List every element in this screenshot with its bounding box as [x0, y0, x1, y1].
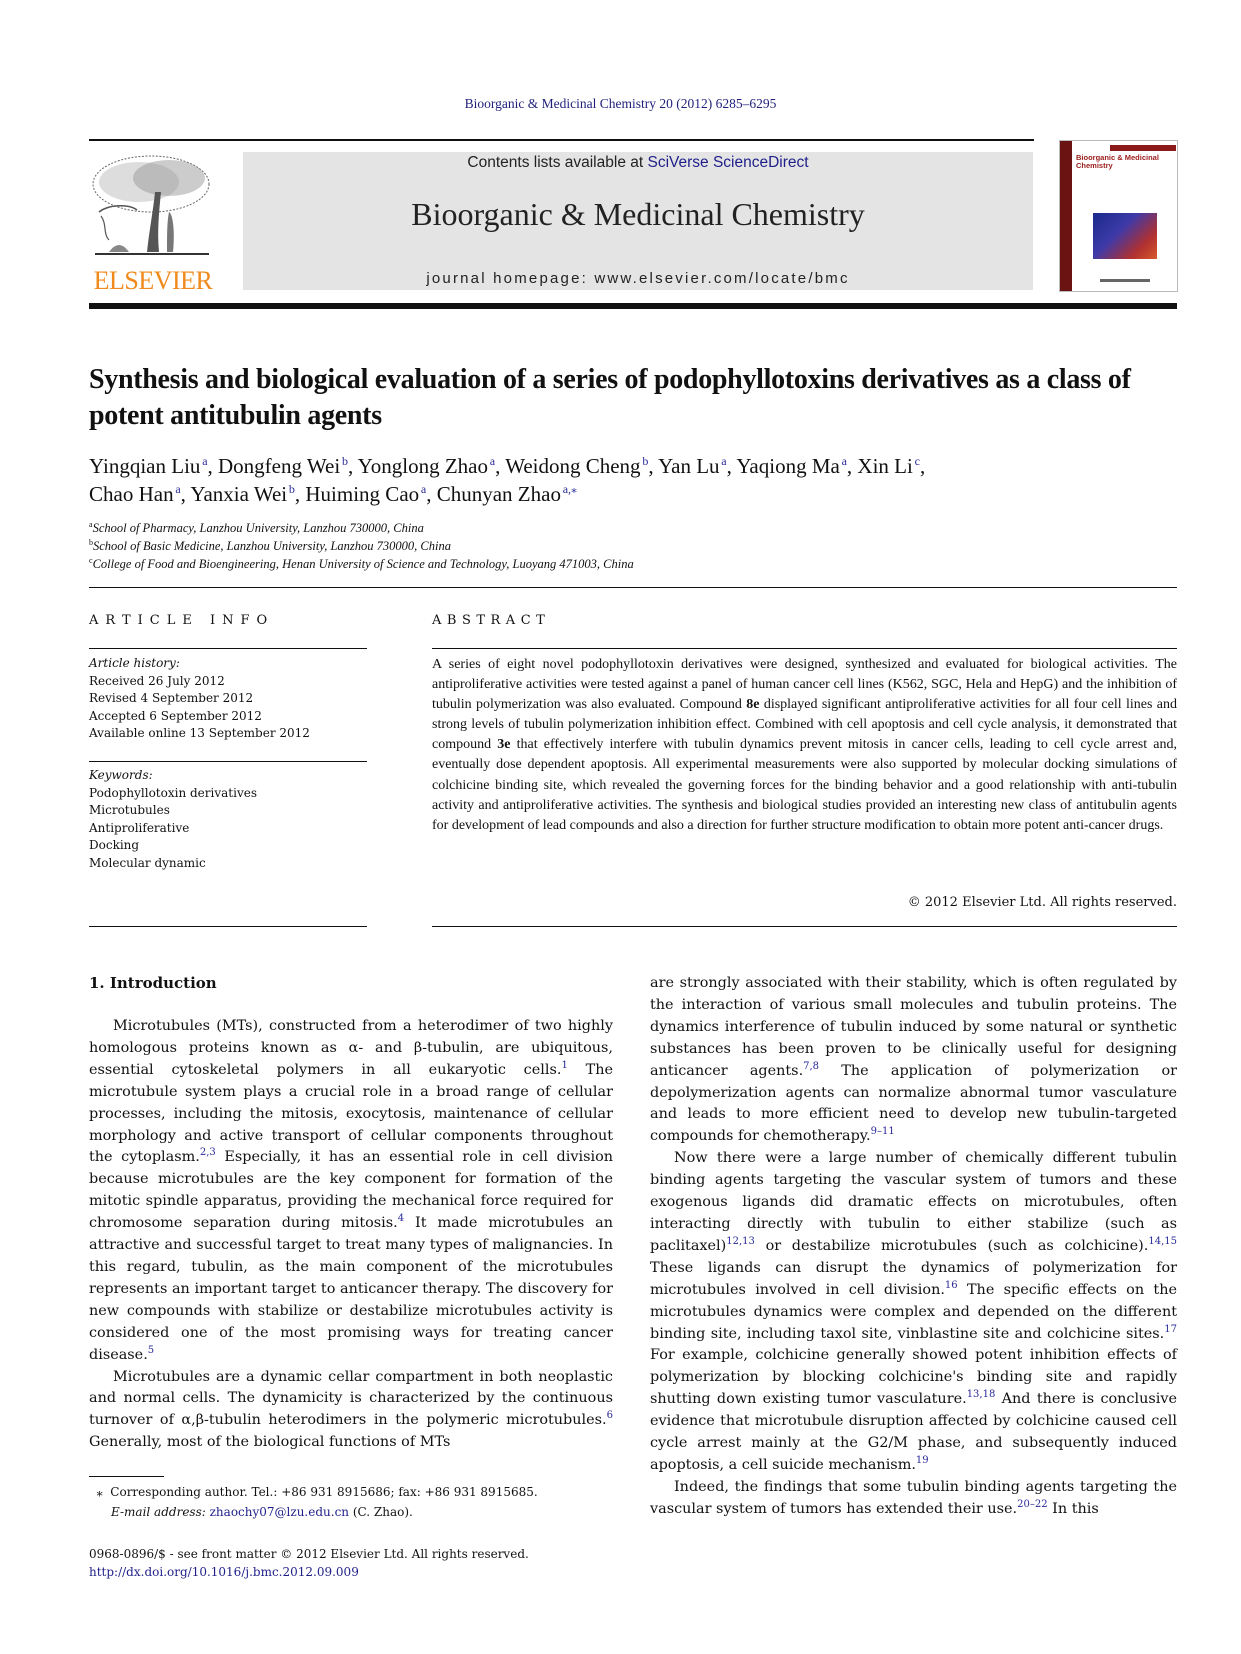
citation-link[interactable]: 6 [606, 1410, 613, 1422]
citation-link[interactable]: 14,15 [1148, 1236, 1177, 1248]
citation-link[interactable]: 5 [147, 1344, 155, 1356]
citation-link[interactable]: 2,3 [199, 1147, 216, 1159]
affiliation-mark[interactable]: a [489, 454, 496, 468]
affiliation-mark[interactable]: a [721, 454, 727, 468]
author-list: Yingqian Liu $^a$, Dongfeng Wei $^b$, Yonglong Zhao $^a$, Weidong Cheng $^b$, Yan Lu $^a$, Yaqiong Ma $^a$, Xin Li $^c$, Chao Han $^a$, Yanxia Wei $^b$, Huiming Cao $^a$, Chunyan Zhao $^{a,⁎}$ [89, 454, 926, 506]
keyword: Molecular dynamic [89, 855, 206, 870]
affiliation-mark[interactable]: a [841, 454, 847, 468]
elsevier-wordmark: ELSEVIER [93, 266, 213, 295]
cover-spine [1060, 141, 1072, 291]
paragraph: Microtubules are a dynamic cellar compartment in both neoplastic and normal cells. The dynamicity is characterized by the continuous turnover of α,β-tubulin heterodimers in the polymeric microtubules.$^6$ Generally, most of the biological functions of MTs [89, 1368, 613, 1451]
author: Yanxia Wei [190, 482, 288, 506]
keyword: Antiproliferative [89, 820, 190, 835]
history-item: Accepted 6 September 2012 [89, 708, 262, 723]
author: Chao Han [89, 482, 174, 506]
affiliation-mark[interactable]: c [914, 454, 920, 468]
journal-homepage-link[interactable]: journal homepage: www.elsevier.com/locate/bmc [426, 270, 850, 287]
corresponding-author-footnote: ⁎ Corresponding author. Tel.: +86 931 8915686; fax: +86 931 8915685. E-mail address: zhaochy07@lzu.edu.cn (C. Zhao). [96, 1485, 538, 1519]
compound-ref: 8e [746, 697, 760, 713]
abstract-body: A series of eight novel podophyllotoxin derivatives were designed, synthesized and evaluated for biological activities. The antiproliferative activities were tested against a panel of human cancer cell lines (K562, SGC, Hela and HepG) and the inhibition of tubulin polymerization was also evaluated. Compound 8e displayed significant antiproliferative activities for all four cell lines and strong levels of tubulin polymerization inhibition effect. Combined with cell apoptosis and cell cycle analysis, it demonstrated that compound 3e that effectively interfere with tubulin dynamics prevent mitosis in cancer cells, leading to cell cycle arrest and, eventually dose dependent apoptosis. All experimental measurements were also supported by molecular docking simulations of colchicine binding site, which revealed the governing forces for the binding behavior and a good relationship with anti-tubulin activity and antiproliferative activities. The synthesis and biological studies provided an interesting new class of antitubulin agents for development of lead compounds and also a direction for further structure modification to obtain more potent anti-cancer drugs. [432, 657, 1177, 833]
author: Chunyan Zhao [436, 482, 561, 506]
journal-title: Bioorganic & Medicinal Chemistry [411, 196, 865, 232]
affiliation: $^c$College of Food and Bioengineering, Henan University of Science and Technology, Luoyang 471003, China [89, 555, 634, 571]
author: Yonglong Zhao [357, 454, 488, 478]
affiliation-mark[interactable]: a [202, 454, 208, 468]
body-column-left [89, 1016, 613, 1454]
citation-link[interactable]: 20–22 [1017, 1498, 1048, 1510]
journal-banner [243, 152, 1033, 290]
compound-ref: 3e [497, 737, 511, 753]
citation-link[interactable]: 19 [915, 1455, 929, 1467]
article-info-heading: ARTICLE INFO [89, 613, 275, 628]
keyword: Podophyllotoxin derivatives [89, 785, 257, 800]
contents-line [243, 154, 1033, 172]
citation-link[interactable]: 16 [944, 1279, 958, 1291]
citation-link[interactable]: 7,8 [803, 1060, 820, 1072]
divider [432, 648, 1177, 649]
affiliation-mark[interactable]: b [341, 454, 348, 468]
citation-link[interactable]: 9–11 [870, 1126, 895, 1138]
asterisk-marker: ⁎ [96, 1485, 103, 1499]
affiliation-mark[interactable]: b [642, 454, 649, 468]
cover-image [1093, 213, 1157, 259]
sciencedirect-link[interactable]: SciVerse ScienceDirect [647, 154, 809, 171]
keywords-label: Keywords: [89, 768, 153, 782]
citation-link[interactable]: 12,13 [726, 1236, 755, 1248]
header-thick-rule [89, 303, 1177, 309]
citation-link[interactable]: 17 [1164, 1323, 1177, 1335]
affiliation: $^b$School of Basic Medicine, Lanzhou University, Lanzhou 730000, China [89, 537, 451, 553]
divider [89, 926, 367, 927]
paragraph: are strongly associated with their stability, which is often regulated by the interaction of various small molecules and tubulin proteins. The dynamics interference of tubulin induced by some natural or synthetic substances has been proven to be clinically useful for designing anticancer agents.$^{7,8}$ The application of polymerization or depolymerization agents can normalize abnormal tumor vasculature and leads to more efficient need to develop new tubulin-targeted compounds for chemotherapy.$^{9-11}$ [650, 975, 1177, 1145]
journal-cover-thumbnail [1059, 140, 1178, 292]
cover-title: Bioorganic & Medicinal Chemistry [1076, 153, 1159, 170]
front-matter: 0968-0896/$ - see front matter © 2012 Elsevier Ltd. All rights reserved. [89, 1547, 529, 1561]
history-label: Article history: [89, 656, 180, 670]
affiliation-mark[interactable]: a [175, 482, 181, 496]
footnote-rule [89, 1476, 164, 1477]
author: Yaqiong Ma [736, 454, 840, 478]
affiliation: $^a$School of Pharmacy, Lanzhou University, Lanzhou 730000, China [89, 519, 424, 535]
divider [432, 926, 1177, 927]
section-heading-introduction: 1. Introduction [89, 974, 217, 992]
affiliations [89, 519, 1189, 573]
divider [89, 587, 1177, 588]
cover-bar [1110, 145, 1176, 151]
citation-link[interactable]: 13,18 [966, 1389, 996, 1401]
affiliation-mark[interactable]: a,⁎ [562, 482, 578, 496]
paragraph: Microtubules (MTs), constructed from a heterodimer of two highly homologous proteins known as α- and β-tubulin, are ubiquitous, essential cytoskeletal polymers in all eukaryotic cells.$^1$ The microtubule system plays a crucial role in a broad range of cellular processes, including the mitosis, exocytosis, maintenance of cellular morphology and active transport of cellular components throughout the cytoplasm.$^{2,3}$ Especially, it has an essential role in cell division because microtubules are the key component for formation of the mitotic spindle apparatus, providing the mechanical force required for chromosome separation during mitosis.$^4$ It made microtubules an attractive and successful target to treat many types of malignancies. In this regard, tubulin, as the main component of the microtubules represents an important target to anticancer therapy. The discovery for new compounds with stabilize or destabilize microtubules activity is considered one of the most promising ways for treating cancer disease.$^5$ [89, 1018, 614, 1363]
affiliation-mark[interactable]: b [288, 482, 295, 496]
paragraph: Now there were a large number of chemically different tubulin binding agents targeting the vascular system of tumors and these exogenous ligands did dramatic effects on microtubules, often interacting directly with tubulin to either stabilize (such as paclitaxel)$^{12,13}$ or destabilize microtubules (such as colchicine).$^{14,15}$ These ligands can disrupt the dynamics of polymerization for microtubules involved in cell division.$^{16}$ The specific effects on the microtubules dynamics were complex and depended on the different binding site, including taxol site, vinblastine site and colchicine sites.$^{17}$ For example, colchicine generally showed potent inhibition effects of polymerization by blocking colchicine's binding site and rapidly shutting down existing tumor vasculature.$^{13,18}$ And there is conclusive evidence that microtubule disruption affected by colchicine caused cell cycle arrest mainly at the G2/M phase, and subsequently induced apoptosis, a cell suicide mechanism.$^{19}$ [650, 1150, 1177, 1473]
author: Xin Li [857, 454, 913, 478]
footer-meta [89, 1545, 629, 1581]
journal-reference: Bioorganic & Medicinal Chemistry 20 (2012) 6285–6295 [464, 96, 777, 111]
paragraph: Indeed, the findings that some tubulin binding agents targeting the vascular system of tumors has extended their use.$^{20-22}$ In this [650, 1478, 1177, 1517]
author: Dongfeng Wei [218, 454, 341, 478]
corresponding-text: Corresponding author. Tel.: +86 931 8915686; fax: +86 931 8915685. [110, 1485, 538, 1499]
keyword: Docking [89, 838, 140, 853]
tree-icon [89, 152, 213, 260]
author: Weidong Cheng [505, 454, 641, 478]
body-column-right [650, 973, 1177, 1521]
history-item: Received 26 July 2012 [89, 673, 225, 688]
divider [89, 648, 367, 649]
paper-title: Synthesis and biological evaluation of a series of podophyllotoxins derivatives as a class of potent antitubulin agents [89, 364, 1131, 431]
cover-footer [1100, 279, 1150, 282]
citation-link[interactable]: 1 [561, 1060, 568, 1072]
author: Yingqian Liu [89, 454, 201, 478]
abstract-heading: ABSTRACT [432, 613, 551, 628]
doi-link[interactable]: http://dx.doi.org/10.1016/j.bmc.2012.09.009 [89, 1565, 359, 1579]
citation-link[interactable]: 4 [397, 1213, 405, 1225]
keyword: Microtubules [89, 803, 170, 818]
affiliation-mark[interactable]: a [420, 482, 427, 496]
contents-prefix: Contents lists available at [467, 154, 648, 171]
history-item: Revised 4 September 2012 [89, 691, 254, 706]
email-label: E-mail address: [111, 1504, 206, 1519]
author: Huiming Cao [305, 482, 420, 506]
keywords [89, 767, 367, 873]
article-history [89, 655, 367, 743]
divider [89, 761, 367, 762]
header-rule [89, 139, 1034, 141]
email-link[interactable]: zhaochy07@lzu.edu.cn [209, 1504, 350, 1519]
author: Yan Lu [658, 454, 720, 478]
abstract-copyright: © 2012 Elsevier Ltd. All rights reserved. [907, 895, 1177, 910]
history-item: Available online 13 September 2012 [89, 726, 310, 741]
